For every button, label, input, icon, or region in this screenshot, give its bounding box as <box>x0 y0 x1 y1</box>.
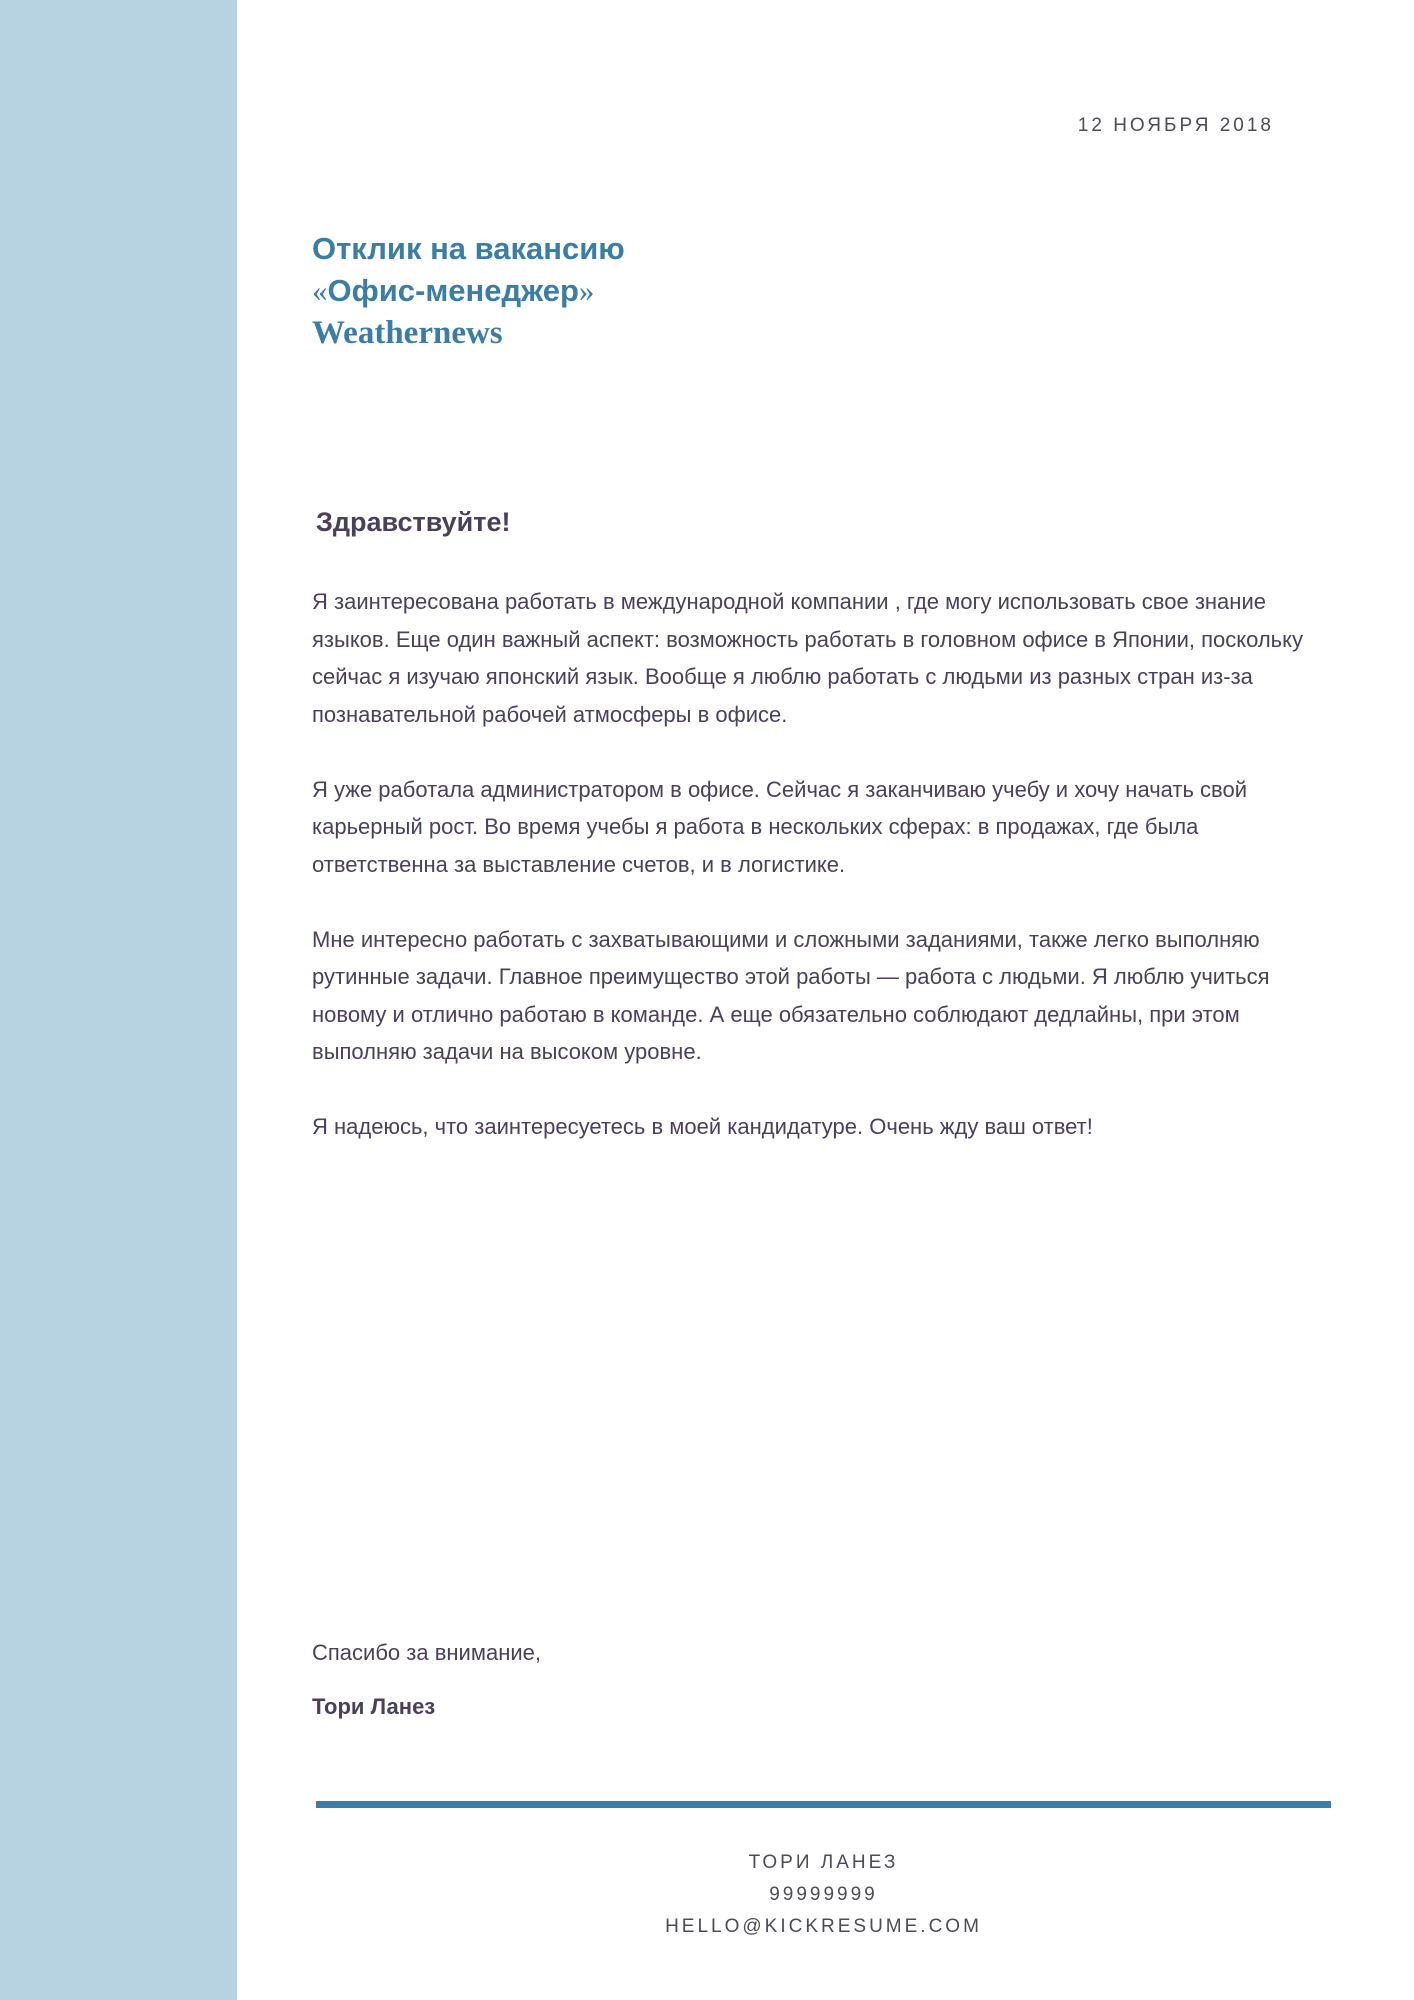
body-paragraph: Мне интересно работать с захватывающими и сложными заданиями, также легко выполняю рутинные задачи. Главное преимущество этой работы — работа с людьми. Я люблю учиться новому и отлично работаю в команде. А еще обязательно соблюдают дедлайны, при этом выполняю задачи на высоком уровне. <box>312 926 1270 1064</box>
job-position: Офис-менеджер <box>327 273 579 308</box>
contact-footer <box>316 1847 1331 1943</box>
signature-name: Тори Ланез <box>312 1694 436 1719</box>
body-paragraph: Я уже работала администратором в офисе. Сейчас я заканчиваю учебу и хочу начать свой карьерный рост. Во время учебы я работа в нескольких сферах: в продажах, где была ответственна за выставление счетов, и в логистике. <box>312 776 1248 877</box>
company-name: Weathernews <box>312 315 503 351</box>
letter-date: 12 НОЯБРЯ 2018 <box>1077 115 1274 136</box>
body-paragraph: Я надеюсь, что заинтересуетесь в моей кандидатуре. Очень жду ваш ответ! <box>312 1114 1093 1139</box>
letter-body <box>312 583 1322 1183</box>
quote-open: « <box>312 273 328 308</box>
footer-email[interactable]: HELLO@KICKRESUME.COM <box>665 1916 982 1937</box>
closing-phrase: Спасибо за внимание, <box>312 1640 541 1665</box>
body-paragraph: Я заинтересована работать в международной компании , где могу использовать свое знание языков. Еще один важный аспект: возможность работать в головном офисе в Японии, поскольку сейчас я изучаю японский язык. Вообще я люблю работать с людьми из разных стран из-за познавательной рабочей атмосферы в офисе. <box>312 589 1304 727</box>
sidebar-accent-bar <box>0 0 237 2000</box>
footer-name: ТОРИ ЛАНЕЗ <box>748 1852 899 1873</box>
title-line-2 <box>312 270 1212 312</box>
footer-phone: 99999999 <box>769 1884 878 1905</box>
letter-title <box>312 228 1212 354</box>
footer-divider <box>316 1801 1331 1808</box>
title-line-1: Отклик на вакансию <box>312 231 625 266</box>
greeting: Здравствуйте! <box>316 507 511 537</box>
quote-close: » <box>578 273 595 308</box>
